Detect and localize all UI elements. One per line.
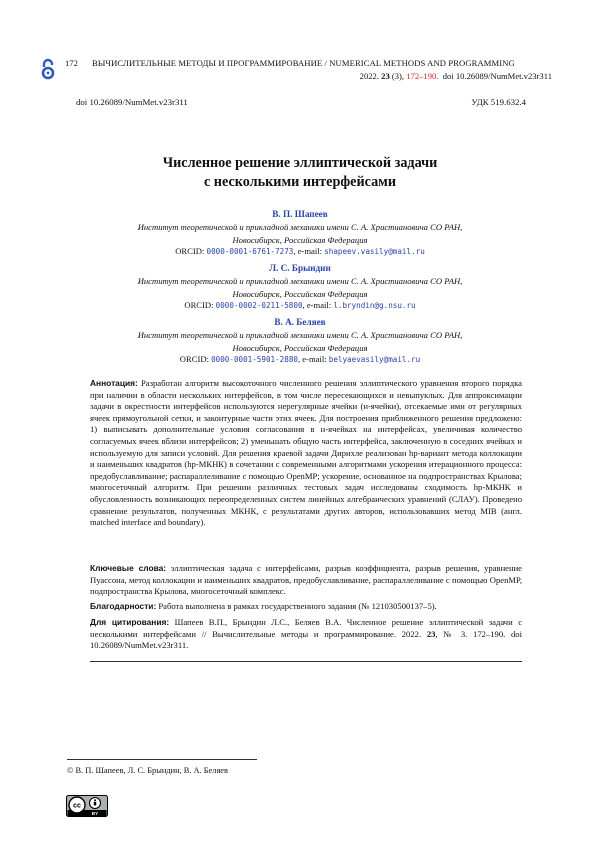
header-citation [360,71,552,81]
orcid-link[interactable]: 0000-0002-0211-5800 [215,301,303,310]
abstract-label: Аннотация: [90,378,138,388]
orcid-label: ORCID: [184,300,214,310]
header-issue: (3), [391,71,405,81]
citation-volume: 23 [426,628,436,639]
article-doi: doi 10.26089/NumMet.v23r311 [76,97,188,107]
email-link[interactable]: l.bryndin@g.nsu.ru [333,301,416,310]
email-link[interactable]: shapeev.vasily@mail.ru [324,247,425,256]
author-affiliation [0,329,600,354]
header-pages-link[interactable]: 172–190. [406,71,439,81]
citation [90,617,522,652]
paper-title [0,154,600,192]
affiliation-line: Институт теоретической и прикладной механики имени С. А. Христиановича СО РАН, [137,222,463,232]
header-doi: doi 10.26089/NumMet.v23r311 [442,71,552,81]
citation-text-end: , № 3. 172–190. doi 10.26089/NumMet.v23r311. [90,628,522,651]
svg-text:cc: cc [73,802,81,810]
email-label: , e-mail: [302,300,332,310]
author-contacts [0,354,600,364]
udk-code: УДК 519.632.4 [471,97,526,107]
acknowledgements-text: Работа выполнена в рамках государственного задания (№ 121030500137–5). [158,601,437,611]
affiliation-line: Институт теоретической и прикладной механики имени С. А. Христиановича СО РАН, [137,276,463,286]
title-line-2: с несколькими интерфейсами [203,174,397,190]
email-label: , e-mail: [293,246,323,256]
affiliation-location: Новосибирск, Российская Федерация [232,234,368,245]
page-number: 172 [65,58,78,68]
author-name: В. А. Беляев [274,317,326,327]
orcid-label: ORCID: [179,354,209,364]
svg-text:BY: BY [91,811,99,817]
orcid-label: ORCID: [175,246,205,256]
header-year: 2022. [359,71,379,81]
copyright-footnote: © В. П. Шапеев, Л. С. Брындин, В. А. Беляев [67,766,228,775]
section-divider [90,661,522,662]
abstract-text: Разработан алгоритм высокоточного численного решения эллиптического уравнения второго порядка при наличии в области нескольких интерфейсов, в том числе пересекающихся и невыпуклых. Для аппроксимации задачи в окрестности интерфейсов используются нерегулярные ячейки (н-ячейки), отсекаемые ими от регулярных ячеек прямоугольной сетки, и законтурные части этих ячеек. Для построения приближенного решения предложено: 1) выписывать дополнительные условия согласования в н-ячейках на интерфейсах, увеличивая количество согласуемых ячеек вблизи интерфейсов; 2) уменьшать общую часть интерфейса, заключенную в соседних ячейках и используемую для записи условий. Для решения краевой задачи Дирихле реализован hp-вариант метода коллокации и наименьших квадратов (hp-МКНК) в сочетании с современными алгоритмами ускорения итерационного процесса: предобуславливание; распараллеливание с помощью OpenMP; ускорение, основанное на подпространствах Крылова; многосеточный алгоритм. При решении различных тестовых задач исследованы сходимость hp-МКНК и обусловленность возникающих переопределенных систем линейных алгебраических уравнений (СЛАУ). Проведено сравнение результатов, полученных МКНК, с результатами других авторов, использовавших метод MIB (англ. matched interface and boundary). [90,378,522,528]
orcid-link[interactable]: 0000-0001-5901-2880 [211,355,298,364]
acknowledgements-label: Благодарности: [90,601,157,611]
orcid-link[interactable]: 0000-0001-6761-7273 [206,247,294,256]
author-affiliation [0,275,600,300]
affiliation-location: Новосибирск, Российская Федерация [232,342,368,353]
affiliation-line: Институт теоретической и прикладной механики имени С. А. Христиановича СО РАН, [137,330,463,340]
author-affiliation [0,221,600,246]
keywords-label: Ключевые слова: [90,563,167,573]
author-contacts [0,300,600,310]
email-label: , e-mail: [297,354,327,364]
header-volume: 23 [381,71,390,81]
affiliation-location: Новосибирск, Российская Федерация [232,288,368,299]
email-link[interactable]: belyaevasily@mail.ru [328,355,421,364]
keywords-text: эллиптическая задача с интерфейсами, разрыв коэффициента, разрыв решения, уравнение Пуассона, метод коллокации и наименьших квадратов, предобуславливание, распараллеливание с помощью OpenMP, подпространства Крылова, многосеточный комплекс. [90,563,522,597]
journal-title: ВЫЧИСЛИТЕЛЬНЫЕ МЕТОДЫ И ПРОГРАММИРОВАНИЕ / NUMERICAL METHODS AND PROGRAMMING [92,58,515,68]
abstract [90,378,522,529]
acknowledgements [90,601,522,613]
citation-text: Шапеев В.П., Брындин Л.С., Беляев В.А. Численное решение эллиптической задачи с несколькими интерфейсами // Вычислительные методы и программирование. 2022. [90,617,523,639]
keywords [90,563,522,598]
author-contacts [0,246,600,256]
author-name: В. П. Шапеев [272,209,328,219]
open-access-icon [40,58,56,80]
citation-label: Для цитирования: [90,617,170,627]
cc-by-icon[interactable] [66,795,108,817]
title-line-1: Численное решение эллиптической задачи [162,155,438,171]
footnote-rule [67,759,257,760]
author-name: Л. С. Брындин [269,263,331,273]
